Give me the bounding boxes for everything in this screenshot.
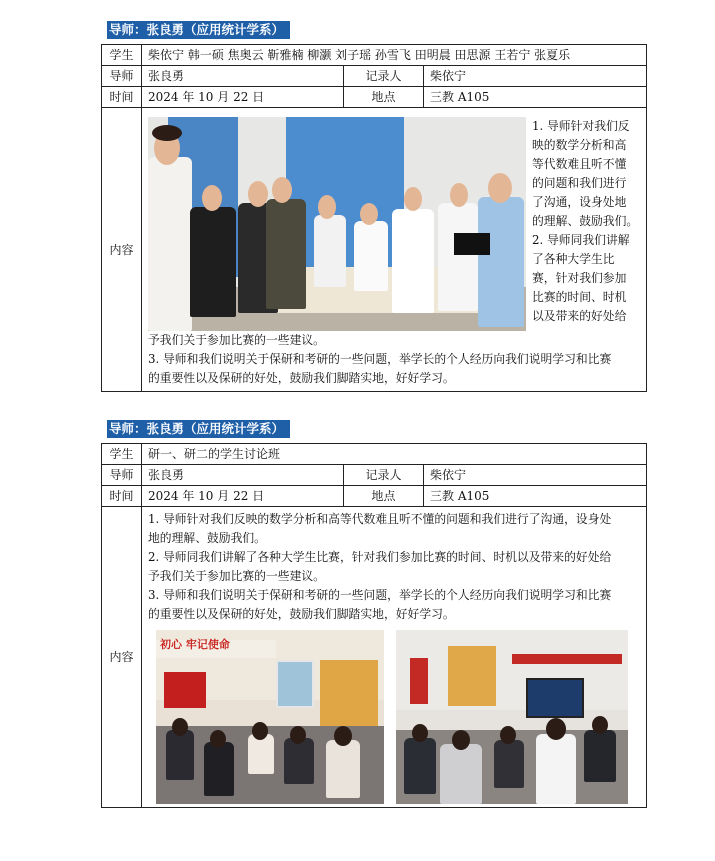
content-line: 2. 导师同我们讲解了各种大学生比赛，针对我们参加比赛的时间、时机以及带来的好处给 — [148, 550, 612, 564]
side-line: 了各种大学生比 — [532, 252, 615, 266]
advisor-value: 张良勇 — [142, 66, 344, 87]
place-label: 地点 — [344, 87, 424, 108]
time-label: 时间 — [102, 87, 142, 108]
advisor-label: 导师 — [102, 66, 142, 87]
students-value: 研一、研二的学生讨论班 — [142, 444, 647, 465]
time-value: 2024 年 10 月 22 日 — [142, 486, 344, 507]
recorder-value: 柴依宁 — [424, 465, 647, 486]
section1-side-text — [532, 117, 640, 331]
section1-heading: 导师：张良勇（应用统计学系） — [107, 21, 290, 39]
advisor-label: 导师 — [102, 465, 142, 486]
side-line: 的问题和我们进行 — [532, 176, 627, 190]
content-line: 3. 导师和我们说明关于保研和考研的一些问题，举学长的个人经历向我们说明学习和比赛 — [148, 588, 612, 602]
students-label: 学生 — [102, 45, 142, 66]
time-label: 时间 — [102, 486, 142, 507]
section2-record-table — [101, 443, 647, 808]
content-line: 予我们关于参加比赛的一些建议。 — [148, 569, 325, 583]
meeting-photo-1 — [148, 117, 526, 331]
side-line: 映的数学分析和高 — [532, 138, 627, 152]
content-line: 的重要性以及保研的好处，鼓励我们脚踏实地，好好学习。 — [148, 371, 455, 385]
time-value: 2024 年 10 月 22 日 — [142, 87, 344, 108]
place-label: 地点 — [344, 486, 424, 507]
side-line: 比赛的时间、时机 — [532, 290, 627, 304]
section1-record-table — [101, 44, 647, 392]
side-line: 等代数难且听不懂 — [532, 157, 627, 171]
content-line: 地的理解、鼓励我们。 — [148, 531, 266, 545]
advisor-value: 张良勇 — [142, 465, 344, 486]
section2-heading: 导师：张良勇（应用统计学系） — [107, 420, 290, 438]
side-line: 2. 导师同我们讲解 — [532, 233, 630, 247]
content-line: 予我们关于参加比赛的一些建议。 — [148, 333, 325, 347]
place-value: 三教 A105 — [424, 87, 647, 108]
content-label: 内容 — [102, 507, 142, 808]
students-value: 柴依宁 韩一硕 焦奥云 靳雅楠 柳灏 刘子瑶 孙雪飞 田明晨 田思源 王若宁 张夏乐 — [142, 45, 647, 66]
content-line: 3. 导师和我们说明关于保研和考研的一些问题，举学长的个人经历向我们说明学习和比赛 — [148, 352, 612, 366]
students-label: 学生 — [102, 444, 142, 465]
side-line: 1. 导师针对我们反 — [532, 119, 630, 133]
discussion-photo-2 — [396, 630, 628, 804]
section2-content — [142, 507, 647, 808]
side-line: 以及带来的好处给 — [532, 309, 627, 323]
side-line: 了沟通，设身处地 — [532, 195, 627, 209]
content-label: 内容 — [102, 108, 142, 392]
content-line: 1. 导师针对我们反映的数学分析和高等代数难且听不懂的问题和我们进行了沟通，设身处 — [148, 512, 612, 526]
section1-content — [142, 108, 647, 392]
recorder-label: 记录人 — [344, 66, 424, 87]
side-line: 赛，针对我们参加 — [532, 271, 627, 285]
recorder-label: 记录人 — [344, 465, 424, 486]
side-line: 的理解、鼓励我们。 — [532, 214, 639, 228]
recorder-value: 柴依宁 — [424, 66, 647, 87]
discussion-photo-1 — [156, 630, 384, 804]
wall-slogan: 初心 牢记使命 — [160, 638, 230, 651]
content-line: 的重要性以及保研的好处，鼓励我们脚踏实地，好好学习。 — [148, 607, 455, 621]
place-value: 三教 A105 — [424, 486, 647, 507]
